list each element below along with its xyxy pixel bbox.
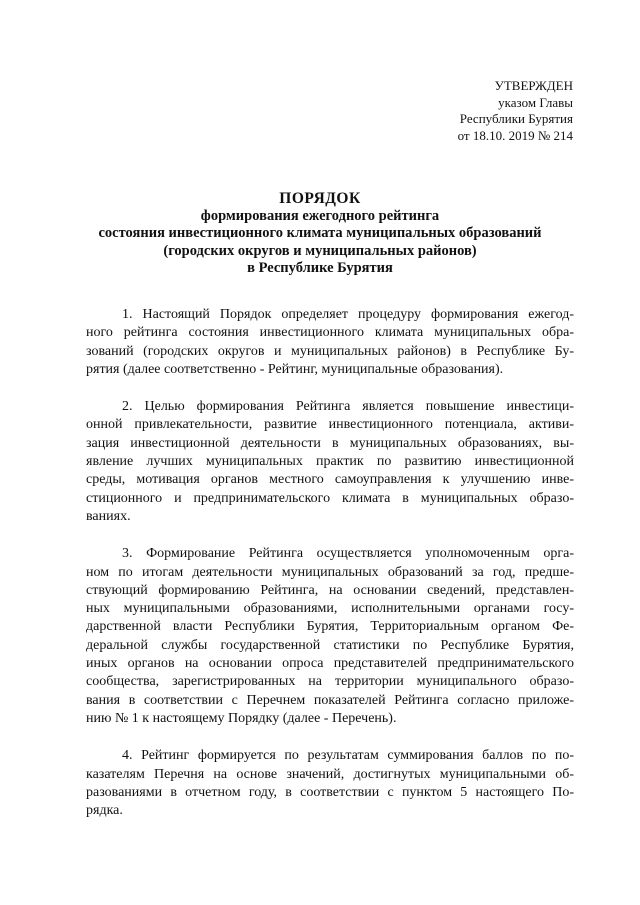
paragraph-line: деральной службы государственной статистики по Республике Бурятия, — [86, 637, 574, 653]
paragraph-line: 4. Рейтинг формируется по результатам суммирования баллов по по- — [122, 748, 574, 764]
paragraph-line: рядка. — [86, 803, 123, 819]
title-line-3: (городских округов и муниципальных районов) — [163, 242, 477, 259]
paragraph-line: онной привлекательности, развитие инвестиционного потенциала, активи- — [86, 417, 574, 433]
paragraph-line: казателям Перечня на основе значений, достигнутых муниципальными об- — [86, 766, 574, 782]
approval-date-number: от 18.10. 2019 № 214 — [457, 127, 573, 143]
paragraph-line: ного рейтинга состояния инвестиционного климата муниципальных обра- — [86, 325, 574, 341]
paragraph-line: 2. Целью формирования Рейтинга является повышение инвестици- — [122, 399, 574, 415]
approval-decree: указом Главы — [498, 94, 573, 110]
paragraph-line: зация инвестиционной деятельности в муниципальных образованиях, вы- — [86, 435, 574, 451]
paragraph-line: ных муниципальными образованиями, исполнительными органами госу- — [86, 601, 574, 617]
paragraph-line: ваниях. — [86, 508, 131, 524]
paragraph-1 — [86, 306, 574, 379]
paragraph-4 — [86, 747, 574, 820]
paragraph-2 — [86, 398, 574, 526]
paragraph-line: ном по итогам деятельности муниципальных образований за год, предше- — [86, 564, 574, 580]
paragraph-line: рятия (далее соответственно - Рейтинг, муниципальные образования). — [86, 361, 504, 377]
paragraph-line: разованиями в отчетном году, в соответствии с пунктом 5 настоящего По- — [86, 784, 574, 800]
title-line-2: состояния инвестиционного климата муниципальных образований — [98, 225, 542, 242]
paragraph-line: зований (городских округов и муниципальных районов) в Республике Бу- — [86, 343, 574, 359]
paragraph-line: 3. Формирование Рейтинга осуществляется уполномоченным орга- — [122, 546, 574, 562]
title-line-1: формирования ежегодного рейтинга — [200, 207, 440, 224]
title-main: ПОРЯДОК — [279, 190, 361, 207]
document-title — [60, 190, 580, 278]
title-line-4: в Республике Бурятия — [247, 260, 393, 277]
paragraph-line: сообщества, зарегистрированных на территории муниципального образо- — [86, 674, 574, 690]
paragraph-3 — [86, 545, 574, 728]
paragraph-line: иных органов на основании опроса представителей предпринимательского — [86, 656, 574, 672]
paragraph-line: ствующий формированию Рейтинга, на основании сведений, представлен- — [86, 582, 574, 598]
approval-status: УТВЕРЖДЕН — [494, 78, 573, 93]
paragraph-line: 1. Настоящий Порядок определяет процедуру формирования ежегод- — [122, 307, 574, 322]
paragraph-line: явление лучших муниципальных практик по развитию инвестиционной — [86, 454, 574, 470]
paragraph-line: дарственной власти Республики Бурятия, Территориальным органом Фе- — [86, 619, 574, 635]
paragraph-line: среды, мотивация органов местного самоуправления к улучшению инве- — [86, 472, 574, 488]
paragraph-line: нию № 1 к настоящему Порядку (далее - Перечень). — [86, 710, 397, 726]
paragraph-line: вания в соответствии с Перечнем показателей Рейтинга согласно приложе- — [86, 692, 574, 708]
document-body — [86, 306, 574, 839]
approval-authority: Республики Бурятия — [459, 111, 573, 126]
approval-stamp — [458, 78, 573, 144]
paragraph-line: стиционного и предпринимательского климата в муниципальных образо- — [86, 490, 574, 506]
